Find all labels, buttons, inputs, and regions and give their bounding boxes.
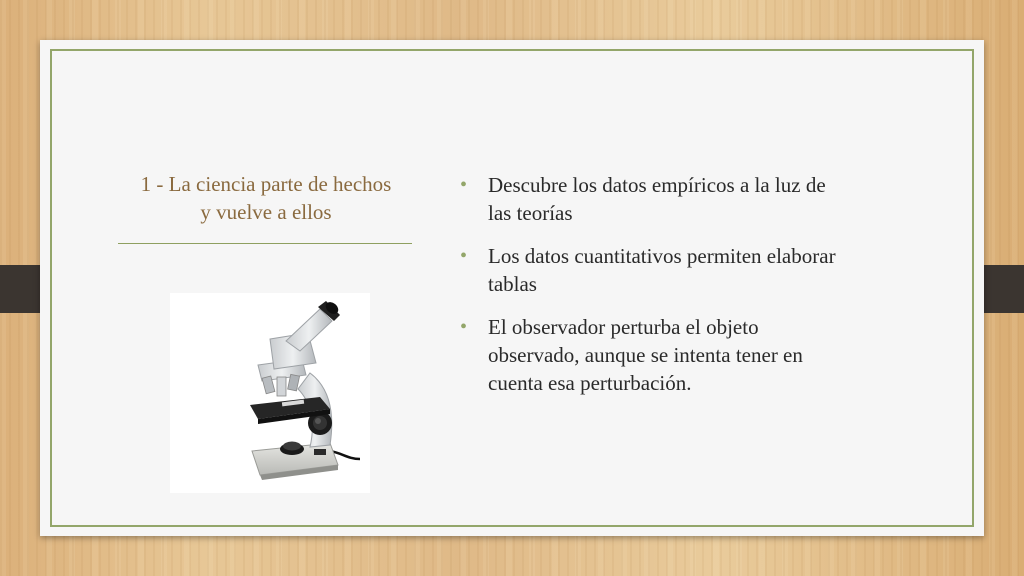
slide-card: [40, 40, 984, 536]
slide-heading: [110, 170, 422, 226]
bullet-marker: •: [460, 245, 468, 267]
bullet-marker: •: [460, 174, 468, 196]
bullet-text-line: El observador perturba el objeto: [488, 315, 759, 339]
bullet-marker: •: [460, 316, 468, 338]
list-item: [458, 171, 928, 227]
bullet-text-line: las teorías: [488, 201, 573, 225]
bullet-list: [458, 171, 928, 412]
bullet-text-line: Descubre los datos empíricos a la luz de: [488, 173, 826, 197]
microscope-icon: [170, 293, 370, 493]
bullet-text-line: observado, aunque se intenta tener en: [488, 343, 803, 367]
bullet-text-line: cuenta esa perturbación.: [488, 371, 692, 395]
bullet-text-line: tablas: [488, 272, 537, 296]
list-item: [458, 242, 928, 298]
slide-heading-line-1: 1 - La ciencia parte de hechos: [140, 172, 392, 196]
microscope-image: [170, 293, 370, 493]
slide-heading-line-2: y vuelve a ellos: [200, 200, 332, 224]
bullet-text-line: Los datos cuantitativos permiten elaborar: [488, 244, 836, 268]
list-item: [458, 313, 928, 397]
heading-underline: [118, 243, 412, 244]
